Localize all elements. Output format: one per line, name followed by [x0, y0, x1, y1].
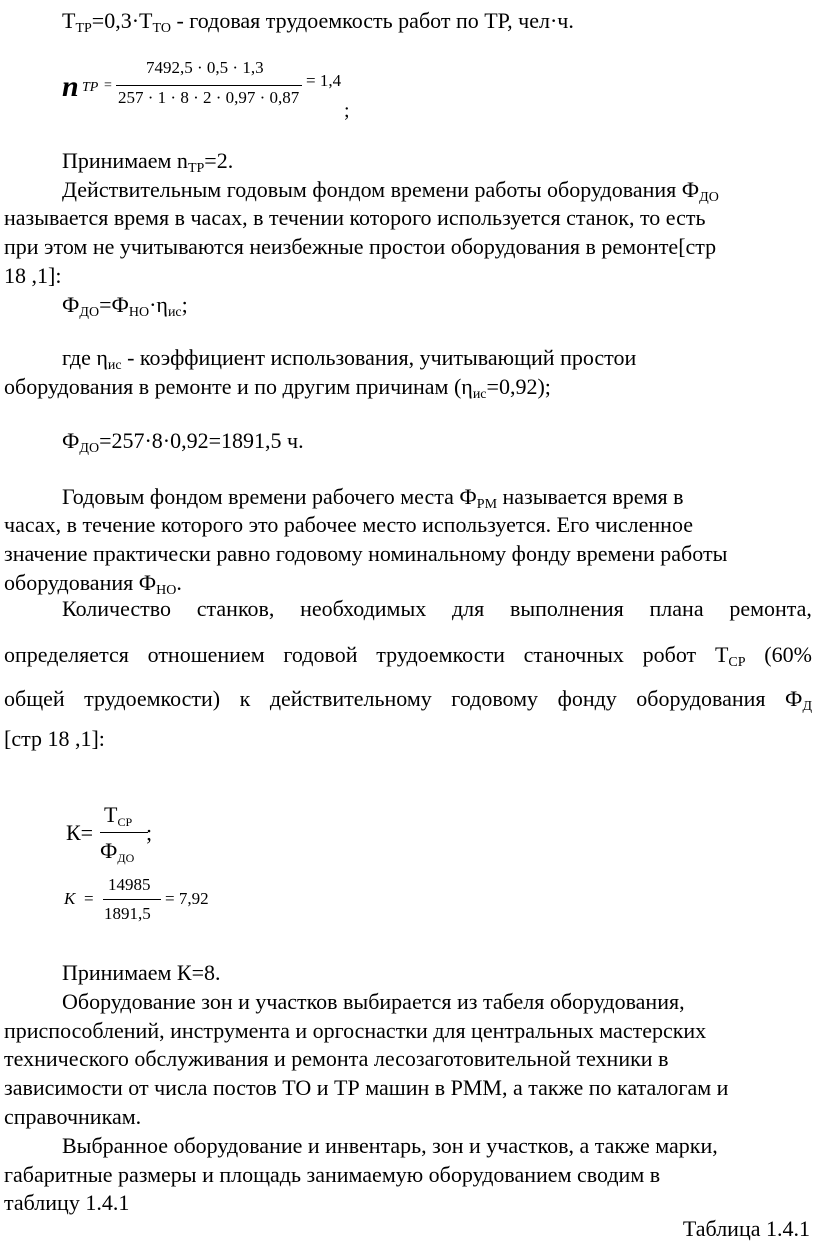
paragraph-6-line-1: Выбранное оборудование и инвентарь, зон и участков, а также марки, [62, 1133, 718, 1158]
paragraph-2-line-2: оборудования в ремонте и по другим причинам $(\eta_{ис}=0,92)$; [4, 374, 551, 402]
paragraph-5-line-3: технического обслуживания и ремонта лесозаготовительной техники в [4, 1046, 669, 1071]
paragraph-4-line-1: Количество станков, необходимых для выполнения плана ремонта, [62, 596, 812, 621]
accept-n-tr: Принимаем $n_{ТР}=2$. [62, 148, 234, 176]
paragraph-5-line-1: Оборудование зон и участков выбирается из табеля оборудования, [62, 989, 685, 1014]
paragraph-4-line-4: [стр 18 ,1]: [4, 726, 105, 751]
paragraph-6-line-2: габаритные размеры и площадь занимаемую оборудованием сводим в [4, 1162, 661, 1187]
paragraph-5-line-2: приспособлений, инструмента и оргоснастки для центральных мастерских [4, 1018, 707, 1043]
paragraph-3-line-4: оборудования $Ф_{НО}$. [4, 570, 182, 598]
paragraph-4-line-3: общей трудоемкости) к действительному годовому фонду оборудования $Ф_Д$ [4, 686, 812, 714]
table-caption: Таблица 1.4.1 [682, 1216, 810, 1241]
accept-k: Принимаем К=8. [62, 960, 221, 985]
paragraph-2-line-1: где $\eta_{ис}$ - коэффициент использования, учитывающий простои [62, 345, 637, 373]
paragraph-1-line-1: Действительным годовым фондом времени работы оборудования $Ф_{ДО}$ [62, 177, 719, 205]
paragraph-4-line-2: определяется отношением годовой трудоемкости станочных робот $Т_{СР}$ (60% [4, 642, 812, 670]
paragraph-1-line-3: при этом не учитываются неизбежные простои оборудования в ремонте[стр [4, 234, 717, 259]
formula-f-do-value: $Ф_{ДО}=257\cdot 8\cdot 0,92=1891,5$ ч. [62, 428, 304, 456]
paragraph-3-line-1: Годовым фондом времени рабочего места $Ф_{РМ}$ называется время в [62, 484, 684, 512]
paragraph-3-line-3: значение практически равно годовому номинальному фонду времени работы [4, 541, 728, 566]
labor-intensity-line: $Т_{ТР}=0,3\cdot Т_{ТО}$ - годовая трудоемкость работ по ТР, чел·ч. [62, 8, 574, 36]
paragraph-1-line-2: называется время в часах, в течении которого используется станок, то есть [4, 205, 706, 230]
paragraph-5-line-5: справочникам. [4, 1104, 142, 1129]
document-page: $Т_{ТР}=0,3\cdot Т_{ТО}$ - годовая трудоемкость работ по ТР, чел·ч. n ТР = 7492,5 · 0,5 · 1,3 257 · 1 · 8 · 2 · 0,97 · 0,87 = 1,4 ; Принимаем $n_{ТР}=2$. Действительным годовым фондом времени работы оборудования $Ф_{ДО}$ называется время в часах, в течении которого используется станок, то есть при этом не учитываются неизбежные простои оборудования в ремонте[стр 18 ,1]: $Ф_{ДО}=Ф_{НО}\cdot\eta_{ис}$; где $\eta_{ис}$ - коэффициент использования, учитывающий простои оборудования в ремонте и по другим причинам $(\eta_{ис}=0,92)$; $Ф_{ДО}=257\cdot 8\cdot 0,92=1891,5$ ч. Годовым фондом времени рабочего места $Ф_{РМ}$ называется время в часах, в течение которого это рабочее место используется. Его численное значение практически равно годовому номинальному фонду времени работы оборудования $Ф_{НО}$. Количество станков, необходимых для выполнения плана ремонта, определяется отношением годовой трудоемкости станочных робот $Т_{СР}$ (60% общей трудоемкости) к действительному годовому фонду оборудования $Ф_Д$ [стр 18 ,1]: К= $Т_{СР}$ $Ф_{ДО}$ ; K = 14985 1891,5 = 7,92 Принимаем К=8. Оборудование зон и участков выбирается из табеля оборудования, приспособлений, инструмента и оргоснастки для центральных мастерских технического обслуживания и ремонта лесозаготовительной техники в зависимости от числа постов ТО и ТР машин в РММ, а также по каталогам и справочникам. Выбранное оборудование и инвентарь, зон и участков, а также марки, габаритные размеры и площадь занимаемую оборудованием сводим в таблицу 1.4.1 Таблица 1.4.1 [4, 8, 812, 1241]
paragraph-1-line-4: 18 ,1]: [4, 263, 62, 288]
formula-f-do: $Ф_{ДО}=Ф_{НО}\cdot\eta_{ис}$; [62, 292, 188, 320]
paragraph-3-line-2: часах, в течение которого это рабочее место используется. Его численное [4, 512, 693, 537]
paragraph-5-line-4: зависимости от числа постов ТО и ТР машин в РММ, а также по каталогам и [4, 1075, 729, 1100]
paragraph-6-line-3: таблицу 1.4.1 [4, 1190, 130, 1215]
